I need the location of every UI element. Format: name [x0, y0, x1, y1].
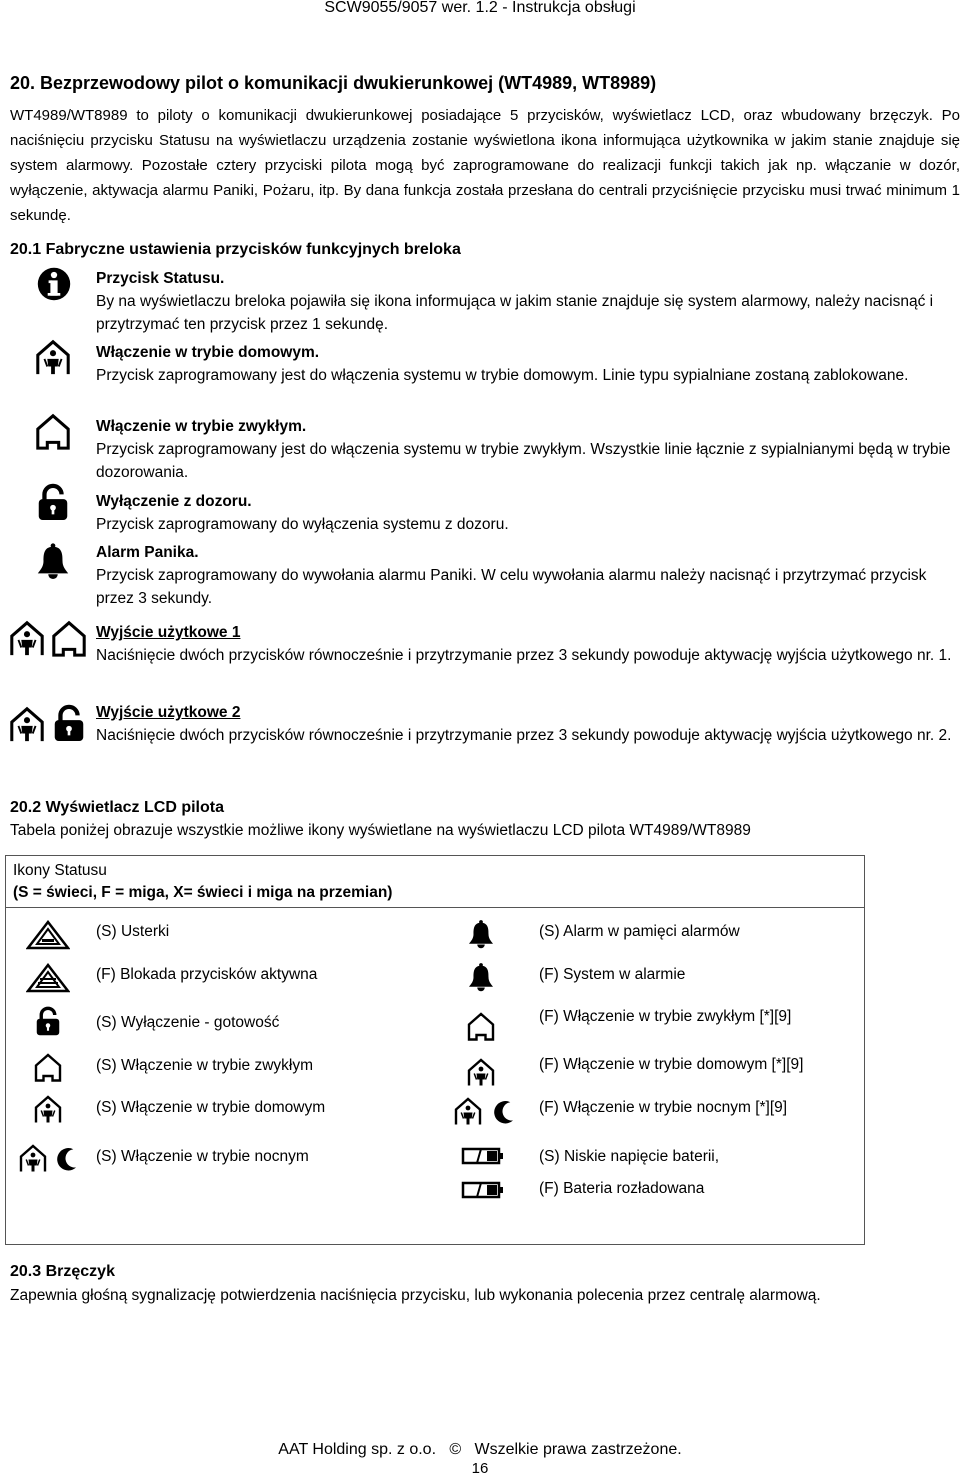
intro-part-a: WT4989/WT8989 to piloty o komunikacji dwukierunkowej posiadające 5 przycisków, wyświetlacz LCD, oraz wbudowany brzęczyk. Po naciśnięciu przycisku Statusu na wyświetlaczu urządzenia zostanie wyświetlona ikona informująca użytkownika w jakim stanie znajduje się system alarmowy.: [10, 107, 960, 174]
button-away-title: Włączenie w trybie zwykłym.: [96, 418, 307, 435]
button-panic-text: Przycisk zaprogramowany do wywołania alarmu Paniki. W celu wywołania alarmu należy nacisnąć i przytrzymać przycisk przez 3 sekundy.: [96, 567, 927, 607]
button-home-text: Przycisk zaprogramowany jest do włączenia systemu w trybie domowym. Linie typu sypialniane zostaną zablokowane.: [96, 367, 909, 384]
button-disarm-text: Przycisk zaprogramowany do wyłączenia systemu z dozoru.: [96, 516, 509, 533]
lcd-icons-table: [5, 855, 865, 1245]
home-person-moon-icon: [453, 1096, 517, 1126]
lcd-left-2: (F) Blokada przycisków aktywna: [96, 966, 318, 983]
unlock-icon: [34, 483, 72, 521]
copyright-icon: ©: [449, 1441, 462, 1458]
lcd-left-4: (S) Włączenie w trybie zwykłym: [96, 1057, 314, 1074]
lcd-left-5: (S) Włączenie w trybie domowym: [96, 1099, 326, 1116]
bell-icon: [466, 918, 496, 950]
output-1-title: Wyjście użytkowe 1: [96, 624, 241, 641]
lcd-left-1: (S) Usterki: [96, 923, 170, 940]
output-1-text: Naciśnięcie dwóch przycisków równocześnie i przytrzymanie przez 3 sekundy powoduje aktywację wyjścia użytkowego nr. 1.: [96, 647, 952, 664]
button-away-desc: [96, 415, 956, 484]
lcd-left-3: (S) Wyłączenie - gotowość: [96, 1014, 280, 1031]
output-2-title: Wyjście użytkowe 2: [96, 704, 241, 721]
output-2-desc: [96, 701, 956, 747]
house-outline-icon: [34, 412, 72, 450]
house-outline-icon: [466, 1011, 496, 1041]
intro-part-b: Pozostałe cztery przyciski pilota mogą być zaprogramowane do realizacji funkcji takich jak np. włączanie w dozór, wyłączenie, aktywacja alarmu Paniki, Pożaru, itp. By dana funkcja została przesłana do centrali przyciśnięcie przycisku musi trwać minimum 1 sekundę.: [10, 157, 960, 224]
lcd-left-6: (S) Włączenie w trybie nocnym: [96, 1148, 309, 1165]
button-disarm-desc: [96, 490, 956, 536]
section-20-3-desc: Zapewnia głośną sygnalizację potwierdzenia naciśnięcia przycisku, lub wykonania polecenia przez centralę alarmową.: [10, 1287, 821, 1304]
output-1-desc: [96, 621, 956, 667]
button-panic-title: Alarm Panika.: [96, 544, 199, 561]
lcd-right-5: (F) Włączenie w trybie nocnym [*][9]: [539, 1099, 788, 1116]
footer-company: AAT Holding sp. z o.o.: [278, 1441, 437, 1458]
lcd-table-header-legend: (S = świeci, F = miga, X= świeci i miga na przemian): [13, 884, 393, 901]
button-status-desc: [96, 267, 956, 336]
battery-low-icon: [461, 1146, 505, 1166]
home-person-and-house-icon: [8, 619, 88, 657]
section-20-1-title: 20.1 Fabryczne ustawienia przycisków funkcyjnych breloka: [10, 241, 461, 258]
button-home-title: Włączenie w trybie domowym.: [96, 344, 320, 361]
unlock-icon: [33, 1006, 63, 1036]
lcd-right-1: (S) Alarm w pamięci alarmów: [539, 923, 740, 940]
section-20-2-title: 20.2 Wyświetlacz LCD pilota: [10, 799, 224, 816]
button-home-desc: [96, 341, 956, 387]
button-disarm-title: Wyłączenie z dozoru.: [96, 493, 252, 510]
lcd-right-4: (F) Włączenie w trybie domowym [*][9]: [539, 1056, 804, 1073]
trouble-triangle-icon: [26, 920, 70, 950]
bell-icon: [466, 961, 496, 993]
section-20-2-desc: Tabela poniżej obrazuje wszystkie możliwe ikony wyświetlane na wyświetlaczu LCD pilota WT4989/WT8989: [10, 822, 751, 839]
lcd-right-7: (F) Bateria rozładowana: [539, 1180, 705, 1197]
footer-rights: Wszelkie prawa zastrzeżone.: [474, 1441, 682, 1458]
house-outline-icon: [33, 1052, 63, 1082]
section-20-title: 20. Bezprzewodowy pilot o komunikacji dwukierunkowej (WT4989, WT8989): [10, 73, 657, 93]
info-icon: [36, 266, 72, 302]
home-person-and-unlock-icon: [8, 704, 88, 744]
button-status-text: By na wyświetlaczu breloka pojawiła się ikona informująca w jakim stanie znajduje się system alarmowy, należy nacisnąć i przytrzymać ten przycisk przez 1 sekundę.: [96, 293, 934, 333]
keylock-triangle-icon: [26, 963, 70, 993]
lcd-right-3: (F) Włączenie w trybie zwykłym [*][9]: [539, 1008, 792, 1025]
section-20-3-title: 20.3 Brzęczyk: [10, 1263, 115, 1280]
battery-low-icon: [461, 1180, 505, 1200]
home-person-icon: [466, 1057, 496, 1087]
person-moon-icon: [18, 1143, 80, 1173]
button-panic-desc: [96, 541, 956, 610]
lcd-table-header: [6, 856, 864, 908]
lcd-right-2: (F) System w alarmie: [539, 966, 686, 983]
section-20-intro: [10, 103, 960, 228]
output-2-text: Naciśnięcie dwóch przycisków równocześnie i przytrzymanie przez 3 sekundy powoduje aktywację wyjścia użytkowego nr. 2.: [96, 727, 952, 744]
button-status-title: Przycisk Statusu.: [96, 270, 225, 287]
page-header: SCW9055/9057 wer. 1.2 - Instrukcja obsługi: [324, 0, 636, 16]
page-number: 16: [471, 1460, 489, 1477]
lcd-table-header-title: Ikony Statusu: [13, 862, 107, 879]
page-footer: [0, 1440, 960, 1460]
home-person-icon: [33, 1094, 63, 1124]
bell-icon: [34, 541, 72, 581]
button-away-text: Przycisk zaprogramowany jest do włączenia systemu w trybie zwykłym. Wszystkie linie łącznie z sypialnianymi będą w trybie dozorowania.: [96, 441, 951, 481]
home-person-icon: [34, 338, 72, 376]
lcd-right-6: (S) Niskie napięcie baterii,: [539, 1148, 720, 1165]
